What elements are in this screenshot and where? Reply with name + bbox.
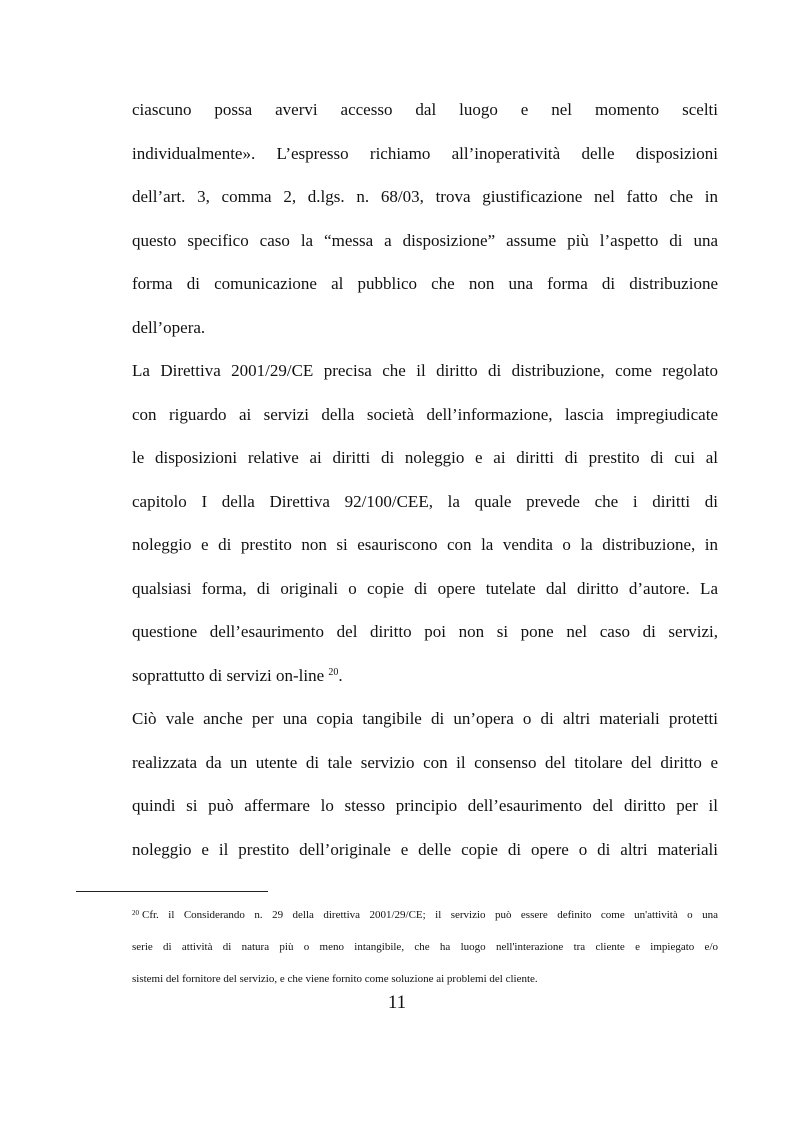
body-text [132,88,718,871]
footnote-separator [76,891,268,892]
text-line: le disposizioni relative ai diritti di noleggio e ai diritti di prestito di cui al [132,448,718,467]
text-line: con riguardo ai servizi della società dell’informazione, lascia impregiudicate [132,404,718,424]
text-line: individualmente». L’espresso richiamo all’inoperatività delle disposizioni [132,143,718,163]
text-line-with-footnote [132,654,718,698]
text-line: dell’art. 3, comma 2, d.lgs. n. 68/03, trova giustificazione nel fatto che in [132,187,718,206]
page-number: 11 [387,992,407,1013]
text-line: questione dell’esaurimento del diritto poi non si pone nel caso di servizi, [132,622,718,641]
footnote-line: serie di attività di natura più o meno intangibile, che ha luogo nell'interazione tra cliente e impiegato e/o [132,941,718,953]
text-line: realizzata da un utente di tale servizio con il consenso del titolare del diritto e [132,752,718,772]
text-line-content: soprattutto di servizi on-line [132,665,325,685]
text-line: quindi si può affermare lo stesso principio dell’esaurimento del diritto per il [132,796,718,815]
text-line: qualsiasi forma, di originali o copie di opere tutelate dal diritto d’autore. La [132,578,718,598]
text-line: forma di comunicazione al pubblico che non una forma di distribuzione [132,274,718,293]
text-line: dell’opera. [132,317,206,337]
footnote-line [132,899,718,931]
footnote-number: 20 [132,909,139,917]
text-line: questo specifico caso la “messa a disposizione” assume più l’aspetto di una [132,230,718,250]
footnote-line: sistemi del fornitore del servizio, e che viene fornito come soluzione ai problemi del cliente. [132,973,538,985]
text-line: Ciò vale anche per una copia tangibile di un’opera o di altri materiali protetti [132,709,718,728]
text-line: capitolo I della Direttiva 92/100/CEE, la quale prevede che i diritti di [132,491,718,511]
text-line: ciascuno possa avervi accesso dal luogo e nel momento scelti [132,100,718,119]
text-line: noleggio e il prestito dell’originale e delle copie di opere o di altri materiali [132,839,718,859]
footnote-reference-suffix: . [338,665,343,685]
footnote-text: Cfr. il Considerando n. 29 della direttiva 2001/29/CE; il servizio può essere definito come un'attività o una [142,909,718,921]
footnote-reference[interactable]: 20 [328,666,339,678]
text-line: La Direttiva 2001/29/CE precisa che il diritto di distribuzione, come regolato [132,361,718,380]
footnote-block [132,899,718,995]
text-line: noleggio e di prestito non si esauriscono con la vendita o la distribuzione, in [132,535,718,554]
